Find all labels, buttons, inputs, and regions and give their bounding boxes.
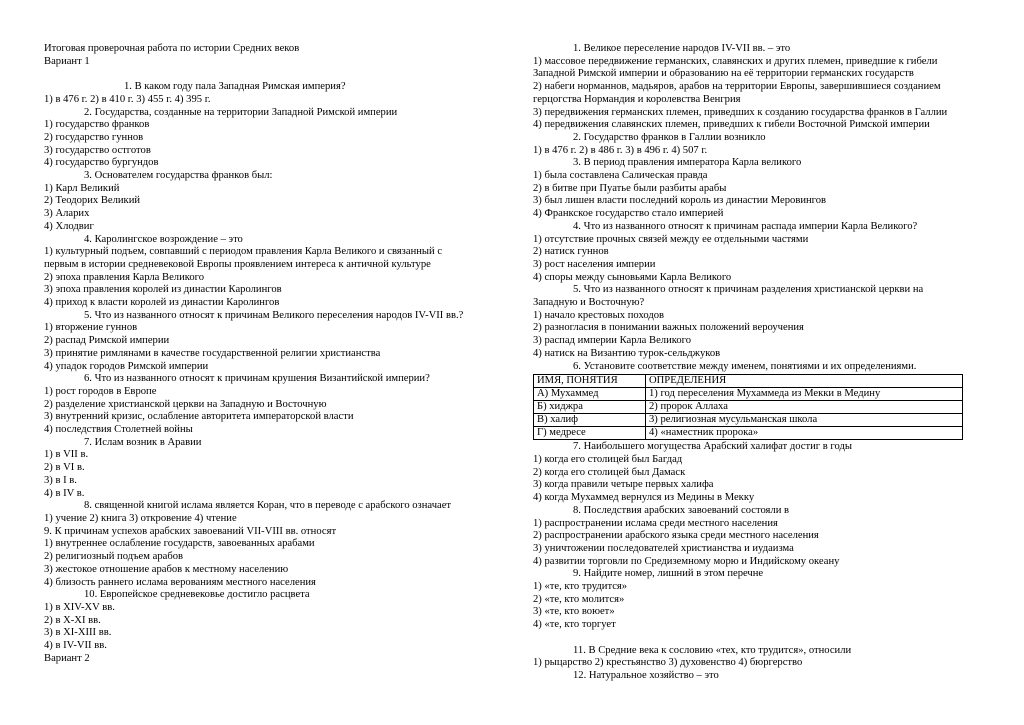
answer-options-inline: 1) в 476 г. 2) в 410 г. 3) 455 г. 4) 395 г. bbox=[44, 93, 211, 105]
question-6 bbox=[44, 373, 504, 437]
answer-option: 1) в XIV-XV вв. bbox=[44, 601, 115, 613]
v2-question-12 bbox=[533, 670, 973, 683]
answer-option: 1) была составлена Салическая правда bbox=[533, 170, 708, 182]
answer-option: 2) «те, кто молится» bbox=[533, 593, 625, 605]
table-row bbox=[534, 414, 963, 427]
answer-option: 4) в IV-VII вв. bbox=[44, 640, 107, 652]
question-text: 9. К причинам успехов арабских завоеваний VII-VIII вв. относят bbox=[44, 525, 337, 537]
question-1 bbox=[44, 81, 504, 106]
question-text: 1. Великое переселение народов IV-VII вв. – это bbox=[573, 43, 791, 54]
answer-option: 4) Хлодвиг bbox=[44, 220, 94, 232]
answer-option: 2) набеги норманнов, мадьяров, арабов на территории Европы, завершившиеся созданием bbox=[533, 81, 941, 93]
question-3 bbox=[44, 170, 504, 234]
answer-option: 3) «те, кто воюет» bbox=[533, 606, 615, 618]
answer-option: 3) рост населения империи bbox=[533, 258, 656, 270]
question-7 bbox=[44, 437, 504, 501]
answer-option: 1) вторжение гуннов bbox=[44, 322, 138, 334]
left-column bbox=[44, 43, 504, 665]
v2-question-2 bbox=[533, 132, 973, 157]
question-text: 1. В каком году пала Западная Римская империя? bbox=[124, 81, 346, 93]
answer-option: 2) в битве при Пуатье были разбиты арабы bbox=[533, 182, 727, 194]
v2-question-3 bbox=[533, 157, 973, 221]
answer-option-continued: первым в истории средневековой Европы проявлением интереса к античной культуре bbox=[44, 258, 431, 270]
answer-option: 3) принятие римлянами в качестве государственной религии христианства bbox=[44, 347, 381, 359]
question-text: 3. Основателем государства франков был: bbox=[84, 170, 273, 182]
answer-option: 1) Карл Великий bbox=[44, 182, 120, 194]
answer-option: 1) «те, кто трудится» bbox=[533, 581, 628, 593]
question-text: 5. Что из названного относят к причинам разделения христианской церкви на bbox=[573, 284, 924, 296]
answer-option: 1) массовое передвижение германских, славянских и других племен, приведшие к гибели bbox=[533, 55, 938, 67]
question-text: 11. В Средние века к сословию «тех, кто трудится», относили bbox=[573, 644, 852, 656]
answer-option: 4) передвижения славянских племен, приведших к гибели Восточной Римской империи bbox=[533, 119, 930, 131]
answer-option: 1) отсутствие прочных связей между ее отдельными частями bbox=[533, 233, 809, 245]
answer-option: 4) когда Мухаммед вернулся из Медины в Мекку bbox=[533, 492, 755, 504]
answer-option: 4) натиск на Византию турок-сельджуков bbox=[533, 347, 721, 359]
answer-option: 1) в VII в. bbox=[44, 449, 89, 461]
answer-option: 2) когда его столицей был Дамаск bbox=[533, 466, 686, 478]
answer-option: 2) в VI в. bbox=[44, 462, 85, 474]
answer-option: 3) эпоха правления королей из династии Каролингов bbox=[44, 284, 282, 296]
matching-table bbox=[533, 374, 963, 440]
answer-option: 1) когда его столицей был Багдад bbox=[533, 453, 683, 465]
answer-option: 3) в XI-XIII вв. bbox=[44, 627, 112, 639]
right-column bbox=[533, 43, 973, 683]
v2-question-9 bbox=[533, 568, 973, 632]
answer-option: 4) приход к власти королей из династии Каролингов bbox=[44, 297, 280, 309]
answer-option: 2) разделение христианской церкви на Западную и Восточную bbox=[44, 398, 327, 410]
answer-option: 2) натиск гуннов bbox=[533, 246, 609, 258]
question-text: 6. Что из названного относят к причинам крушения Византийской империи? bbox=[84, 373, 430, 385]
question-text: 4. Каролингское возрождение – это bbox=[84, 233, 243, 245]
answer-option: 2) в X-XI вв. bbox=[44, 614, 101, 626]
table-cell: А) Мухаммед bbox=[534, 388, 646, 401]
answer-option: 4) развитии торговли по Средиземному морю и Индийскому океану bbox=[533, 555, 840, 567]
answer-option-continued: Западной Римской империи и образованию на её территории германских государств bbox=[533, 68, 914, 80]
question-text: 2. Государство франков в Галлии возникло bbox=[573, 131, 766, 143]
answer-option: 3) передвижения германских племен, приведших к созданию государства франков в Галлии bbox=[533, 106, 948, 118]
table-cell: Б) хиджра bbox=[534, 401, 646, 414]
question-5 bbox=[44, 310, 504, 374]
answer-option: 1) государство франков bbox=[44, 119, 150, 131]
v2-question-4 bbox=[533, 221, 973, 285]
question-text: 4. Что из названного относят к причинам распада империи Карла Великого? bbox=[573, 220, 918, 232]
answer-option: 4) споры между сыновьями Карла Великого bbox=[533, 271, 732, 283]
table-row bbox=[534, 427, 963, 440]
v2-question-5 bbox=[533, 284, 973, 360]
question-4 bbox=[44, 234, 504, 310]
answer-option: 3) был лишен власти последний король из династии Меровингов bbox=[533, 195, 827, 207]
question-text: 5. Что из названного относят к причинам Великого переселения народов IV-VII вв.? bbox=[84, 309, 464, 321]
table-header-row bbox=[534, 375, 963, 388]
answer-option-continued: герцогства Нормандия и королевства Венгрия bbox=[533, 93, 741, 105]
question-text: 2. Государства, созданные на территории Западной Римской империи bbox=[84, 106, 398, 118]
v2-question-1 bbox=[533, 43, 973, 132]
answer-option: 1) начало крестовых походов bbox=[533, 309, 665, 321]
answer-options-inline: 1) учение 2) книга 3) откровение 4) чтение bbox=[44, 513, 237, 524]
variant-1-heading: Вариант 1 bbox=[44, 55, 90, 67]
question-text: 7. Ислам возник в Аравии bbox=[84, 436, 202, 448]
answer-option: 3) жестокое отношение арабов к местному населению bbox=[44, 563, 289, 575]
answer-option: 1) внутреннее ослабление государств, завоеванных арабами bbox=[44, 538, 315, 550]
answer-option: 3) когда правили четыре первых халифа bbox=[533, 479, 714, 491]
question-8 bbox=[44, 500, 504, 525]
answer-option: 2) государство гуннов bbox=[44, 131, 144, 143]
table-row bbox=[534, 388, 963, 401]
answer-option: 3) уничтожении последователей христианства и иудаизма bbox=[533, 542, 794, 554]
question-9 bbox=[44, 526, 504, 590]
question-text: 9. Найдите номер, лишний в этом перечне bbox=[573, 568, 764, 580]
question-text: 7. Наибольшего могущества Арабский халифат достиг в годы bbox=[573, 441, 853, 453]
variant-2-heading: Вариант 2 bbox=[44, 652, 90, 664]
answer-option: 2) религиозный подъем арабов bbox=[44, 551, 184, 563]
answer-option: 1) культурный подъем, совпавший с периодом правления Карла Великого и связанный с bbox=[44, 246, 443, 258]
answer-option: 2) Теодорих Великий bbox=[44, 195, 141, 207]
answer-option: 4) «те, кто торгует bbox=[533, 619, 616, 631]
answer-option: 4) близость раннего ислама верованиям местного населения bbox=[44, 576, 316, 588]
table-cell: Г) медресе bbox=[534, 427, 646, 440]
answer-option: 2) распространении арабского языка среди местного населения bbox=[533, 530, 819, 542]
question-text: 12. Натуральное хозяйство – это bbox=[573, 669, 719, 681]
answer-option: 2) распад Римской империи bbox=[44, 335, 170, 347]
table-header: ОПРЕДЕЛЕНИЯ bbox=[646, 375, 963, 388]
answer-option: 3) внутренний кризис, ослабление авторитета императорской власти bbox=[44, 411, 354, 423]
answer-options-inline: 1) в 476 г. 2) в 486 г. 3) в 496 г. 4) 507 г. bbox=[533, 144, 708, 156]
answer-option: 4) последствия Столетней войны bbox=[44, 424, 193, 436]
question-text: 8. Последствия арабских завоеваний состояли в bbox=[573, 504, 790, 516]
v2-question-11 bbox=[533, 645, 973, 670]
answer-option: 4) государство бургундов bbox=[44, 157, 159, 169]
question-text: 10. Европейское средневековье достигло расцвета bbox=[84, 589, 310, 601]
v2-question-8 bbox=[533, 505, 973, 569]
document-title: Итоговая проверочная работа по истории Средних веков bbox=[44, 43, 300, 54]
answer-option: 3) Аларих bbox=[44, 208, 90, 220]
answer-option: 3) государство остготов bbox=[44, 144, 151, 156]
v2-question-7 bbox=[533, 441, 973, 505]
table-header: ИМЯ, ПОНЯТИЯ bbox=[534, 375, 646, 388]
answer-option: 3) в I в. bbox=[44, 474, 77, 486]
table-row bbox=[534, 401, 963, 414]
question-text: 6. Установите соответствие между именем, понятиями и их определениями. bbox=[573, 360, 917, 372]
answer-option: 4) Франкское государство стало империей bbox=[533, 208, 724, 220]
answer-option: 3) распад империи Карла Великого bbox=[533, 335, 692, 347]
answer-option: 1) рост городов в Европе bbox=[44, 385, 157, 397]
table-cell: 2) пророк Аллаха bbox=[646, 401, 963, 414]
answer-option: 4) упадок городов Римской империи bbox=[44, 360, 209, 372]
v2-question-6 bbox=[533, 361, 973, 441]
question-10 bbox=[44, 589, 504, 653]
question-text: 8. священной книгой ислама является Коран, что в переводе с арабского означает bbox=[84, 500, 452, 512]
answer-option: 2) эпоха правления Карла Великого bbox=[44, 271, 205, 283]
table-cell: 4) «наместник пророка» bbox=[646, 427, 963, 440]
question-2 bbox=[44, 107, 504, 171]
answer-option: 2) разногласия в понимании важных положений вероучения bbox=[533, 322, 804, 334]
answer-option: 1) распространении ислама среди местного населения bbox=[533, 517, 778, 529]
question-text-continued: Западную и Восточную? bbox=[533, 297, 645, 309]
table-cell: 1) год переселения Мухаммеда из Мекки в Медину bbox=[646, 388, 963, 401]
question-text: 3. В период правления императора Карла великого bbox=[573, 157, 802, 169]
answer-option: 4) в IV в. bbox=[44, 487, 85, 499]
answer-options-inline: 1) рыцарство 2) крестьянство 3) духовенство 4) бюргерство bbox=[533, 657, 803, 669]
table-cell: В) халиф bbox=[534, 414, 646, 427]
table-cell: 3) религиозная мусульманская школа bbox=[646, 414, 963, 427]
